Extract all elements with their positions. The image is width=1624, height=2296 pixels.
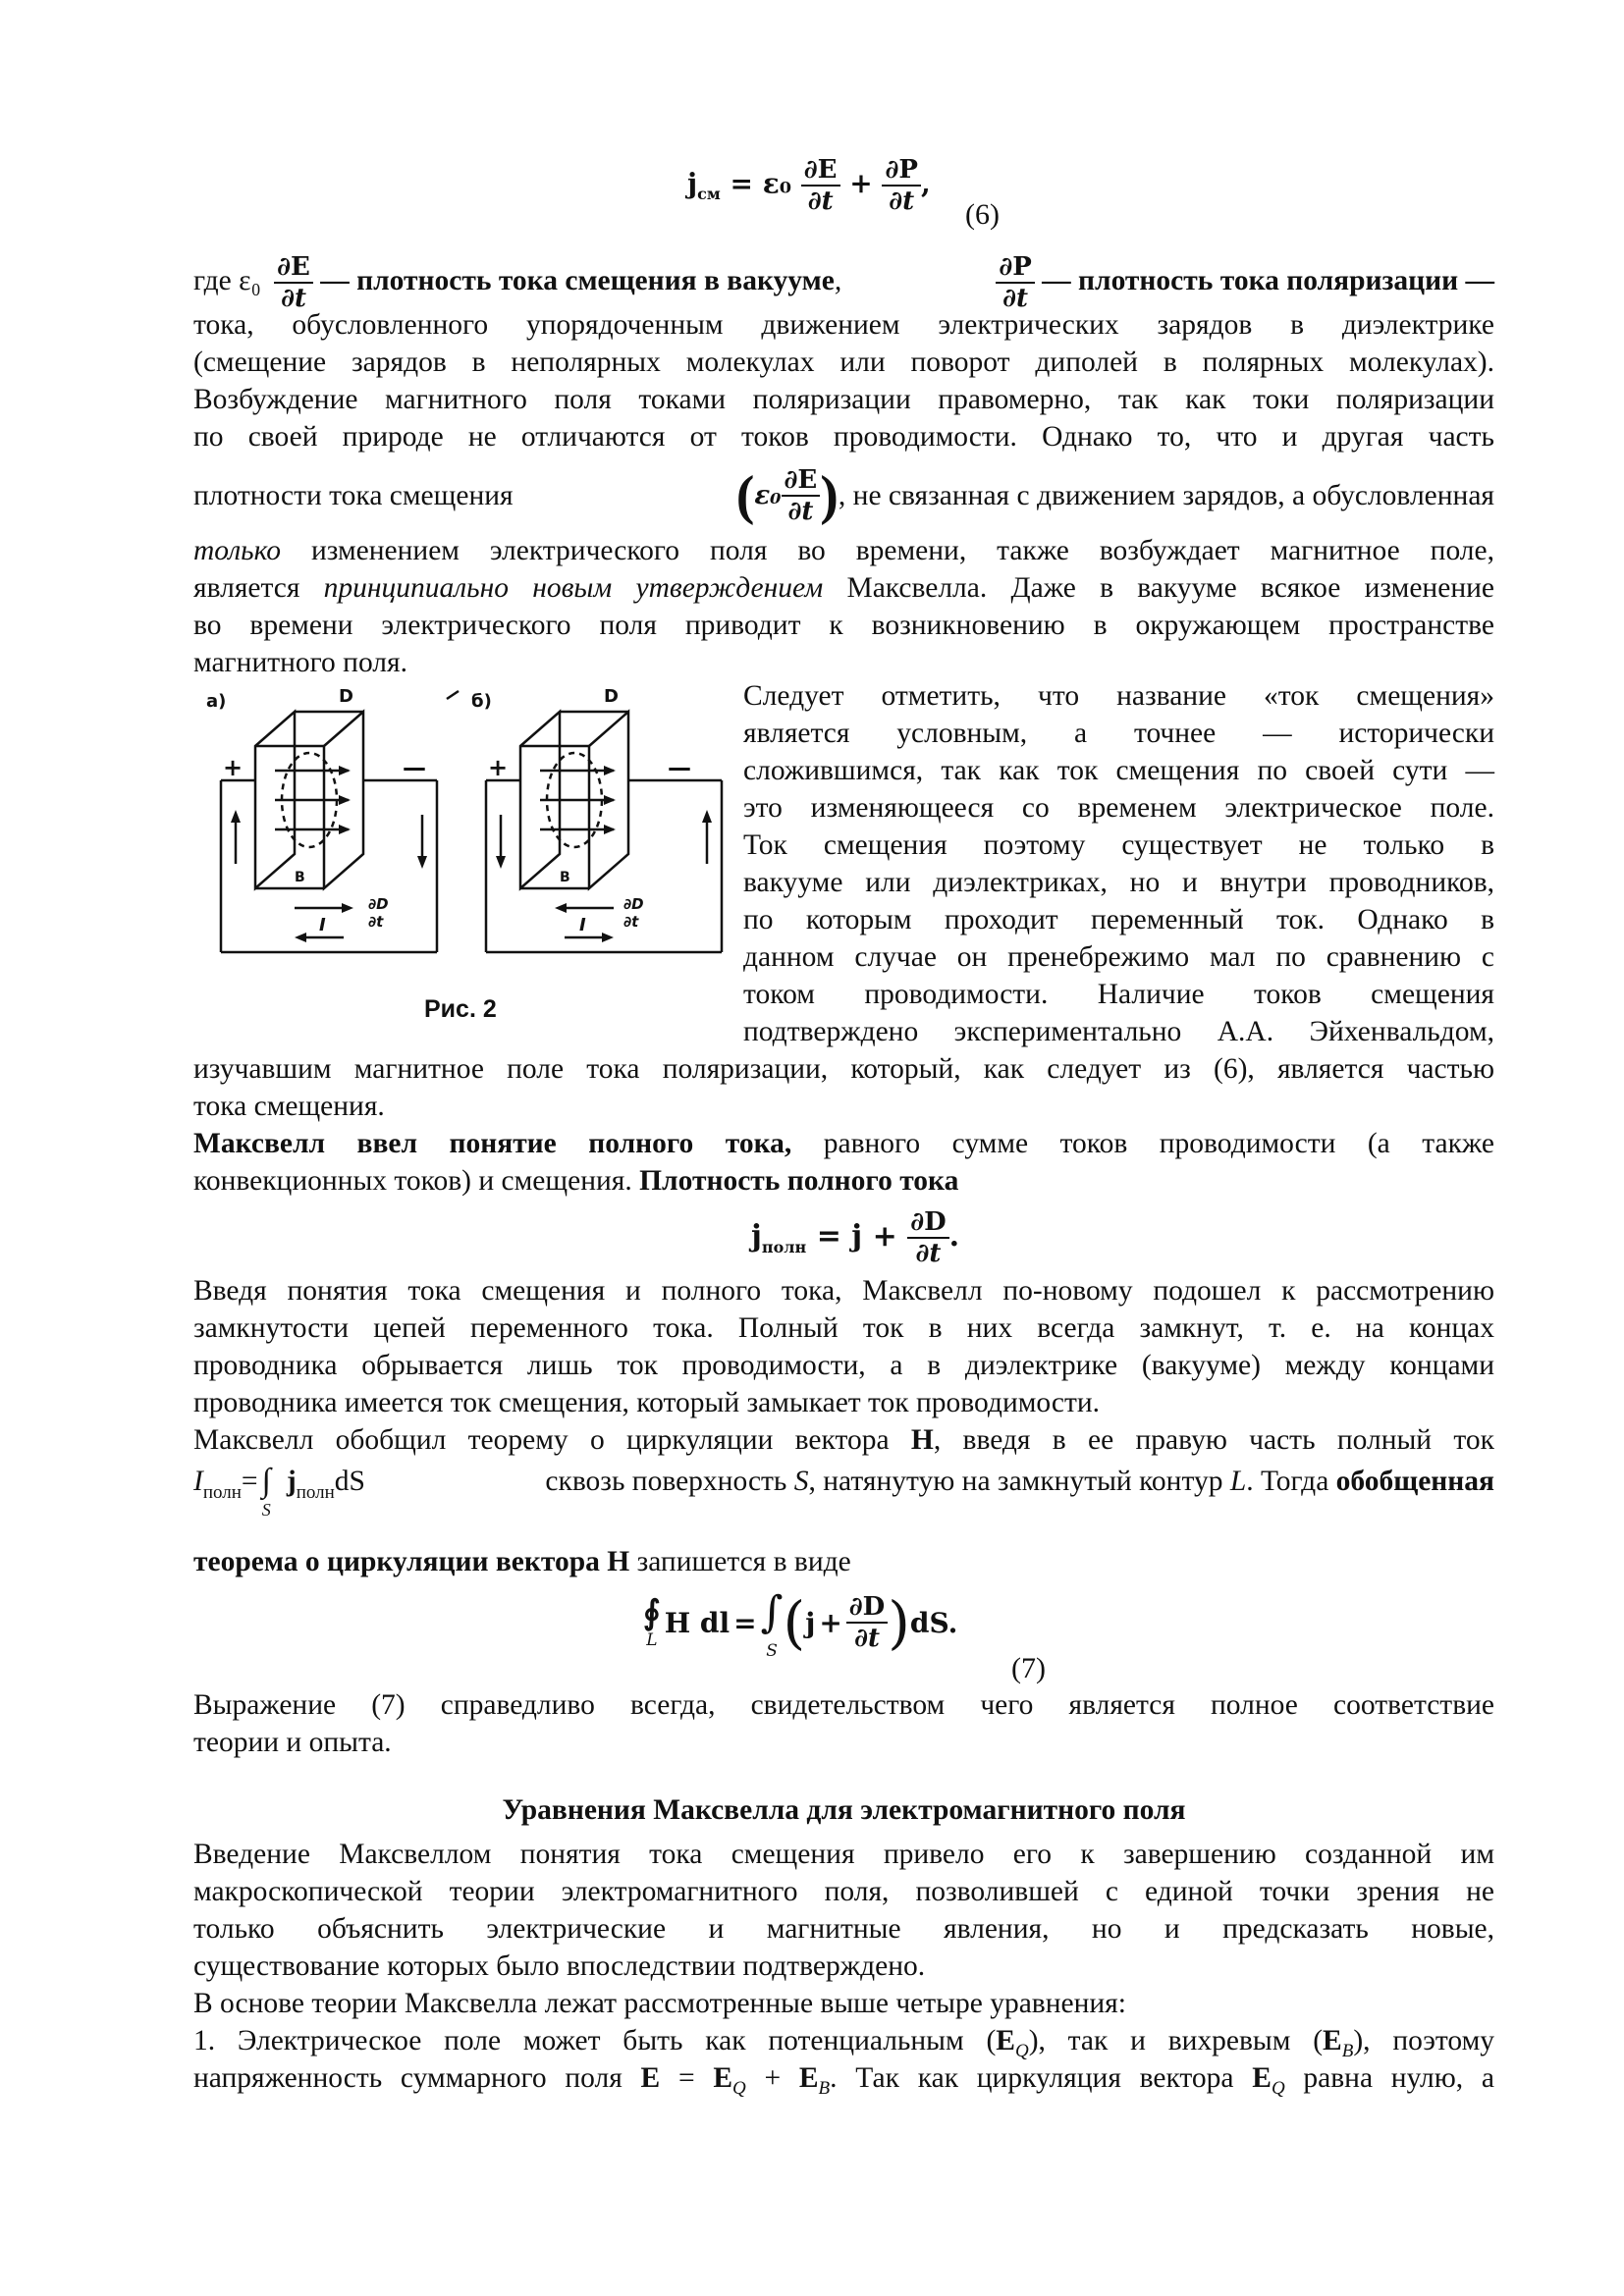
figure-label-a: а) (206, 691, 227, 712)
para3-line6: I $_{полн}$ = ∫ S j $_{полн}$ dS сквозь поверхность S, натянутую на замкнутый контур L. Тогда обобщенная (193, 1463, 1494, 1520)
side-column-text (743, 677, 1494, 1050)
text-line: по своей природе не отличаются от токов проводимости. Однако то, что и другая часть (193, 421, 1494, 453)
text-line: проводника обрывается лишь ток проводимости, а в диэлектрике (вакууме) между концами (193, 1350, 1494, 1381)
equation-full-current: $j_{полн} = j$ + $\frac{\partial D}{\partial t}$ . (751, 1207, 960, 1268)
text-line: Максвелл ввел понятие полного тока, равного сумме токов проводимости (а также (193, 1128, 1494, 1159)
text-line: является принципиально новым утверждением Максвелла. Даже в вакууме всякое изменение (193, 572, 1494, 604)
text-line: тока, обусловленного упорядоченным движением электрических зарядов в диэлектрике (193, 309, 1494, 341)
text-line: током проводимости. Наличие токов смещения (743, 979, 1494, 1010)
text-line: во времени электрического поля приводит к возникновению в окружающем пространстве (193, 610, 1494, 641)
figure-plus-a: + (223, 754, 244, 781)
figure-label-B-b: B (560, 870, 570, 885)
text-line: Введя понятия тока смещения и полного тока, Максвелл по-новому подошел к рассмотрению (193, 1275, 1494, 1307)
text-line: Введение Максвеллом понятия тока смещения привело его к завершению созданной им (193, 1839, 1494, 1870)
figure-dt-a: ∂t (368, 913, 384, 931)
equation-7: ∮ L H dl = ∫ S ( j + $\frac{\partial D}{\partial t}$ ) dS. (643, 1587, 958, 1661)
figure-label-I-b: I (579, 915, 586, 935)
text-line: данном случае он пренебрежимо мал по сравнению с (743, 941, 1494, 973)
text-line: 1. Электрическое поле может быть как потенциальным $(E_Q)$, так и вихревым $(E_B)$, поэтому (193, 2025, 1494, 2061)
paragraph-1-body (193, 306, 1494, 455)
figure-dD-b: ∂D (623, 895, 644, 913)
figure-label-D-b: D (604, 686, 619, 707)
text-line: существование которых было впоследствии подтверждено. (193, 1950, 926, 1982)
text-line: подтверждено экспериментально А.А. Эйхенвальдом, (743, 1016, 1494, 1047)
figure-dD-a: ∂D (368, 895, 389, 913)
text-line: замкнутости цепей переменного тока. Полный ток в них всегда замкнут, т. е. на концах (193, 1312, 1494, 1344)
figure-label-B-a: B (295, 870, 305, 885)
text-line: тока смещения. (193, 1091, 385, 1122)
figure-label-I-a: I (319, 915, 326, 935)
text-line: напряженность суммарного поля $E = E_Q + E_B$. Так как циркуляция вектора $E_Q$ равна нулю, а (193, 2062, 1494, 2099)
text-line: макроскопической теории электромагнитного поля, позволившей с единой точки зрения не (193, 1876, 1494, 1907)
text-line: сложившимся, так как ток смещения по своей сути — (743, 755, 1494, 786)
figure-minus-a: — (403, 754, 426, 781)
text-line: только изменением электрического поля во времени, также возбуждает магнитное поле, (193, 535, 1494, 566)
figure-dt-b: ∂t (623, 913, 639, 931)
figure-displacement-current (201, 677, 731, 1001)
figure-minus-b: — (668, 754, 691, 781)
para3-line7 (193, 1543, 1494, 1580)
text-line: изучавшим магнитное поле тока поляризации, который, как следует из (6), является частью (193, 1053, 1494, 1085)
text-line: проводника имеется ток смещения, который замыкает ток проводимости. (193, 1387, 1101, 1418)
paragraph-1 (193, 253, 1494, 312)
paragraph-3 (193, 1272, 1494, 1459)
equation-7-number: (7) (1011, 1652, 1046, 1684)
section-heading: Уравнения Максвелла для электромагнитного поля (502, 1794, 1186, 1826)
text-line: В основе теории Максвелла лежат рассмотренные выше четыре уравнения: (193, 1988, 1126, 2019)
text-line: Возбуждение магнитного поля токами поляризации правомерно, так как токи поляризации (193, 384, 1494, 415)
figure-label-b: б) (471, 691, 492, 712)
text-line: Максвелл обобщил теорему о циркуляции вектора H, введя в ее правую часть полный ток (193, 1424, 1494, 1456)
text-line: это изменяющееся со временем электрическое поле. (743, 792, 1494, 824)
text-line: Выражение (7) справедливо всегда, свидетельством чего является полное соответствие (193, 1689, 1494, 1721)
paragraph-1-tail (193, 532, 1494, 681)
text-line: (смещение зарядов в неполярных молекулах или поворот диполей в полярных молекулах). (193, 347, 1494, 378)
text-line: вакууме или диэлектриках, но и внутри проводников, (743, 867, 1494, 898)
text-line: магнитного поля. (193, 647, 407, 678)
paragraph-4 (193, 1686, 1494, 1761)
figure-label-D-a: D (339, 686, 353, 707)
text-line: теорема о циркуляции вектора H запишется в виде (193, 1546, 851, 1577)
text-line: конвекционных токов) и смещения. Плотность полного тока (193, 1165, 959, 1197)
para1-line1: где ε₀ $\frac{\partial E}{\partial t}$ — плотность тока смещения в вакууме, $\frac{\partial P}{\partial t}$ — плотность тока поляризации — (193, 252, 1494, 313)
text-line: является условным, а точнее — исторически (743, 718, 1494, 749)
text-line: Ток смещения поэтому существует не только в (743, 829, 1494, 861)
paragraph-5 (193, 1836, 1494, 2097)
text-line: только объяснить электрические и магнитные явления, но и предсказать новые, (193, 1913, 1494, 1945)
figure-caption: Рис. 2 (424, 995, 497, 1023)
text-line: по которым проходит переменный ток. Однако в (743, 904, 1494, 935)
equation-6-number: (6) (965, 198, 1000, 231)
figure-plus-b: + (488, 754, 509, 781)
para1-line6: плотности тока смещения ( ε₀ $\frac{\partial E}{\partial t}$ ) , не связанная с движением зарядов, а обусловленная (193, 465, 1494, 526)
paragraph-2 (193, 1050, 1494, 1200)
text-line: Следует отметить, что название «ток смещения» (743, 680, 1494, 712)
text-line: теории и опыта. (193, 1727, 392, 1758)
equation-6: $j_{см} = \varepsilon_0$ $\frac{\partial E}{\partial t}$ + $\frac{\partial P}{\partial t}$ , (687, 155, 931, 216)
